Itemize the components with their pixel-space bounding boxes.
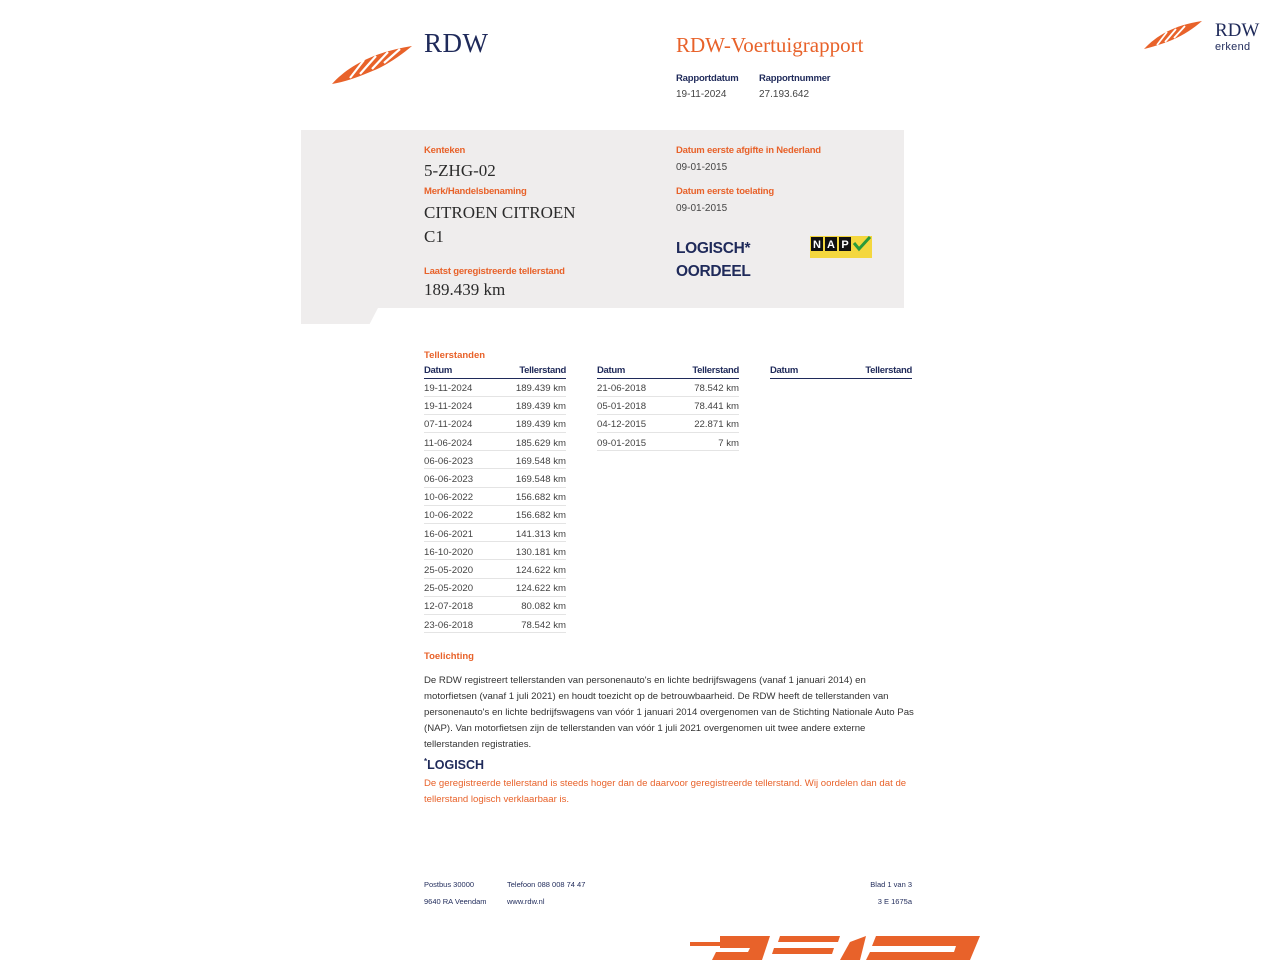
footer-address: 9640 RA Veendam xyxy=(424,897,487,906)
row-tellerstand: 169.548 km xyxy=(494,469,566,487)
row-tellerstand: 141.313 km xyxy=(494,524,566,542)
row-tellerstand: 156.682 km xyxy=(494,487,566,505)
col-header-datum: Datum xyxy=(424,364,494,378)
tellerstanden-table-1 xyxy=(424,364,566,633)
erkend-logo-subtext: erkend xyxy=(1215,41,1251,53)
row-date: 06-06-2023 xyxy=(424,451,494,469)
row-date: 10-06-2022 xyxy=(424,505,494,523)
row-date: 25-05-2020 xyxy=(424,578,494,596)
table-row xyxy=(424,451,566,469)
merk-value-line1: CITROEN CITROEN xyxy=(424,203,576,222)
rapportnummer-value: 27.193.642 xyxy=(759,89,810,100)
row-tellerstand: 22.871 km xyxy=(670,414,739,432)
row-tellerstand: 7 km xyxy=(670,433,739,451)
tellerstanden-table-2 xyxy=(597,364,739,451)
row-tellerstand: 185.629 km xyxy=(494,433,566,451)
report-title: RDW-Voertuigrapport xyxy=(676,33,864,57)
logisch-heading: *LOGISCH xyxy=(424,757,485,773)
col-header-datum: Datum xyxy=(770,364,823,378)
table-row xyxy=(597,433,739,451)
row-date: 10-06-2022 xyxy=(424,487,494,505)
table-row xyxy=(424,469,566,487)
table-row xyxy=(597,378,739,396)
vehicle-info-panel xyxy=(301,130,904,308)
table-row xyxy=(424,596,566,614)
table-row xyxy=(597,414,739,432)
eerste-afgifte-value: 09-01-2015 xyxy=(676,162,728,173)
table-row xyxy=(424,614,566,632)
toelichting-title: Toelichting xyxy=(424,651,474,662)
rdw-logo-text: RDW xyxy=(424,28,489,58)
svg-text:N: N xyxy=(813,239,821,251)
col-header-tellerstand: Tellerstand xyxy=(670,364,739,378)
rdw-erkend-wing-icon xyxy=(1142,18,1204,52)
row-date: 09-01-2015 xyxy=(597,433,670,451)
row-tellerstand: 156.682 km xyxy=(494,505,566,523)
table-row xyxy=(424,578,566,596)
kenteken-label: Kenteken xyxy=(424,145,466,156)
merk-label: Merk/Handelsbenaming xyxy=(424,186,527,197)
row-date: 07-11-2024 xyxy=(424,414,494,432)
logisch-explanation: De geregistreerde tellerstand is steeds hoger dan de daarvoor geregistreerde tellerstand. Wij oordelen dan dat de tellerstand logisch verklaarbaar is. xyxy=(424,778,907,806)
table-row xyxy=(424,396,566,414)
eerste-toelating-label: Datum eerste toelating xyxy=(676,186,775,197)
row-date: 11-06-2024 xyxy=(424,433,494,451)
row-tellerstand: 189.439 km xyxy=(494,414,566,432)
row-date: 12-07-2018 xyxy=(424,596,494,614)
row-tellerstand: 130.181 km xyxy=(494,542,566,560)
footer-code: 3 E 1675a xyxy=(877,897,912,906)
tellerstand-value: 189.439 km xyxy=(424,280,506,299)
footer-telefoon: Telefoon 088 008 74 47 xyxy=(507,880,586,889)
row-tellerstand: 78.441 km xyxy=(670,396,739,414)
svg-text:P: P xyxy=(841,239,849,251)
table-row xyxy=(597,396,739,414)
rapportdatum-label: Rapportdatum xyxy=(676,73,739,84)
table-row xyxy=(424,560,566,578)
table-row xyxy=(424,542,566,560)
svg-text:A: A xyxy=(827,239,835,251)
row-date: 19-11-2024 xyxy=(424,378,494,396)
tellerstanden-title: Tellerstanden xyxy=(424,350,486,361)
rapportnummer-label: Rapportnummer xyxy=(759,73,831,84)
table-row xyxy=(424,487,566,505)
row-tellerstand: 78.542 km xyxy=(670,378,739,396)
row-tellerstand: 80.082 km xyxy=(494,596,566,614)
row-date: 25-05-2020 xyxy=(424,560,494,578)
row-date: 23-06-2018 xyxy=(424,614,494,632)
row-date: 04-12-2015 xyxy=(597,414,670,432)
row-tellerstand: 124.622 km xyxy=(494,578,566,596)
table-row xyxy=(424,524,566,542)
footer-postbus: Postbus 30000 xyxy=(424,880,475,889)
row-date: 06-06-2023 xyxy=(424,469,494,487)
verdict-line2: OORDEEL xyxy=(676,263,751,280)
table-row xyxy=(424,378,566,396)
eerste-toelating-value: 09-01-2015 xyxy=(676,203,728,214)
row-tellerstand: 78.542 km xyxy=(494,614,566,632)
merk-value-line2: C1 xyxy=(424,227,444,246)
footer-website[interactable]: www.rdw.nl xyxy=(507,897,545,906)
table-row xyxy=(424,433,566,451)
logisch-heading-text: LOGISCH xyxy=(427,758,485,773)
kenteken-value: 5-ZHG-02 xyxy=(424,161,496,180)
row-date: 05-01-2018 xyxy=(597,396,670,414)
tellerstanden-table-3 xyxy=(770,364,912,379)
verdict-line1: LOGISCH* xyxy=(676,240,751,257)
col-header-tellerstand: Tellerstand xyxy=(823,364,912,378)
row-tellerstand: 189.439 km xyxy=(494,378,566,396)
col-header-tellerstand: Tellerstand xyxy=(494,364,566,378)
rapportdatum-value: 19-11-2024 xyxy=(676,89,727,100)
tellerstand-label: Laatst geregistreerde tellerstand xyxy=(424,266,565,277)
table-row xyxy=(424,505,566,523)
col-header-datum: Datum xyxy=(597,364,670,378)
row-tellerstand: 189.439 km xyxy=(494,396,566,414)
row-date: 19-11-2024 xyxy=(424,396,494,414)
rdw-logo-wing-icon xyxy=(330,42,414,88)
erkend-logo-text: RDW xyxy=(1215,20,1260,41)
row-tellerstand: 169.548 km xyxy=(494,451,566,469)
row-date: 16-06-2021 xyxy=(424,524,494,542)
footer-page-number: Blad 1 van 3 xyxy=(870,880,912,889)
row-date: 16-10-2020 xyxy=(424,542,494,560)
row-tellerstand: 124.622 km xyxy=(494,560,566,578)
toelichting-text: De RDW registreert tellerstanden van personenauto's en lichte bedrijfswagens (vanaf 1 januari 2014) en motorfietsen (vanaf 1 juli 2021) en houdt toezicht op de betrouwbaarheid. De RDW heeft de tellerstanden van personenauto's en lichte bedrijfswagens van vóór 1 januari 2014 overgenomen van de Stichting Nationale Auto Pas (NAP). Van motorfietsen zijn de tellerstanden van vóór 1 juli 2021 overgenomen uit twee andere externe tellerstanden registraties. xyxy=(424,675,914,751)
eerste-afgifte-label: Datum eerste afgifte in Nederland xyxy=(676,145,821,156)
panel-tab-decoration xyxy=(301,306,379,324)
nap-logo-icon xyxy=(810,236,872,258)
table-row xyxy=(424,414,566,432)
rdw-stripes-decoration xyxy=(690,934,982,960)
row-date: 21-06-2018 xyxy=(597,378,670,396)
